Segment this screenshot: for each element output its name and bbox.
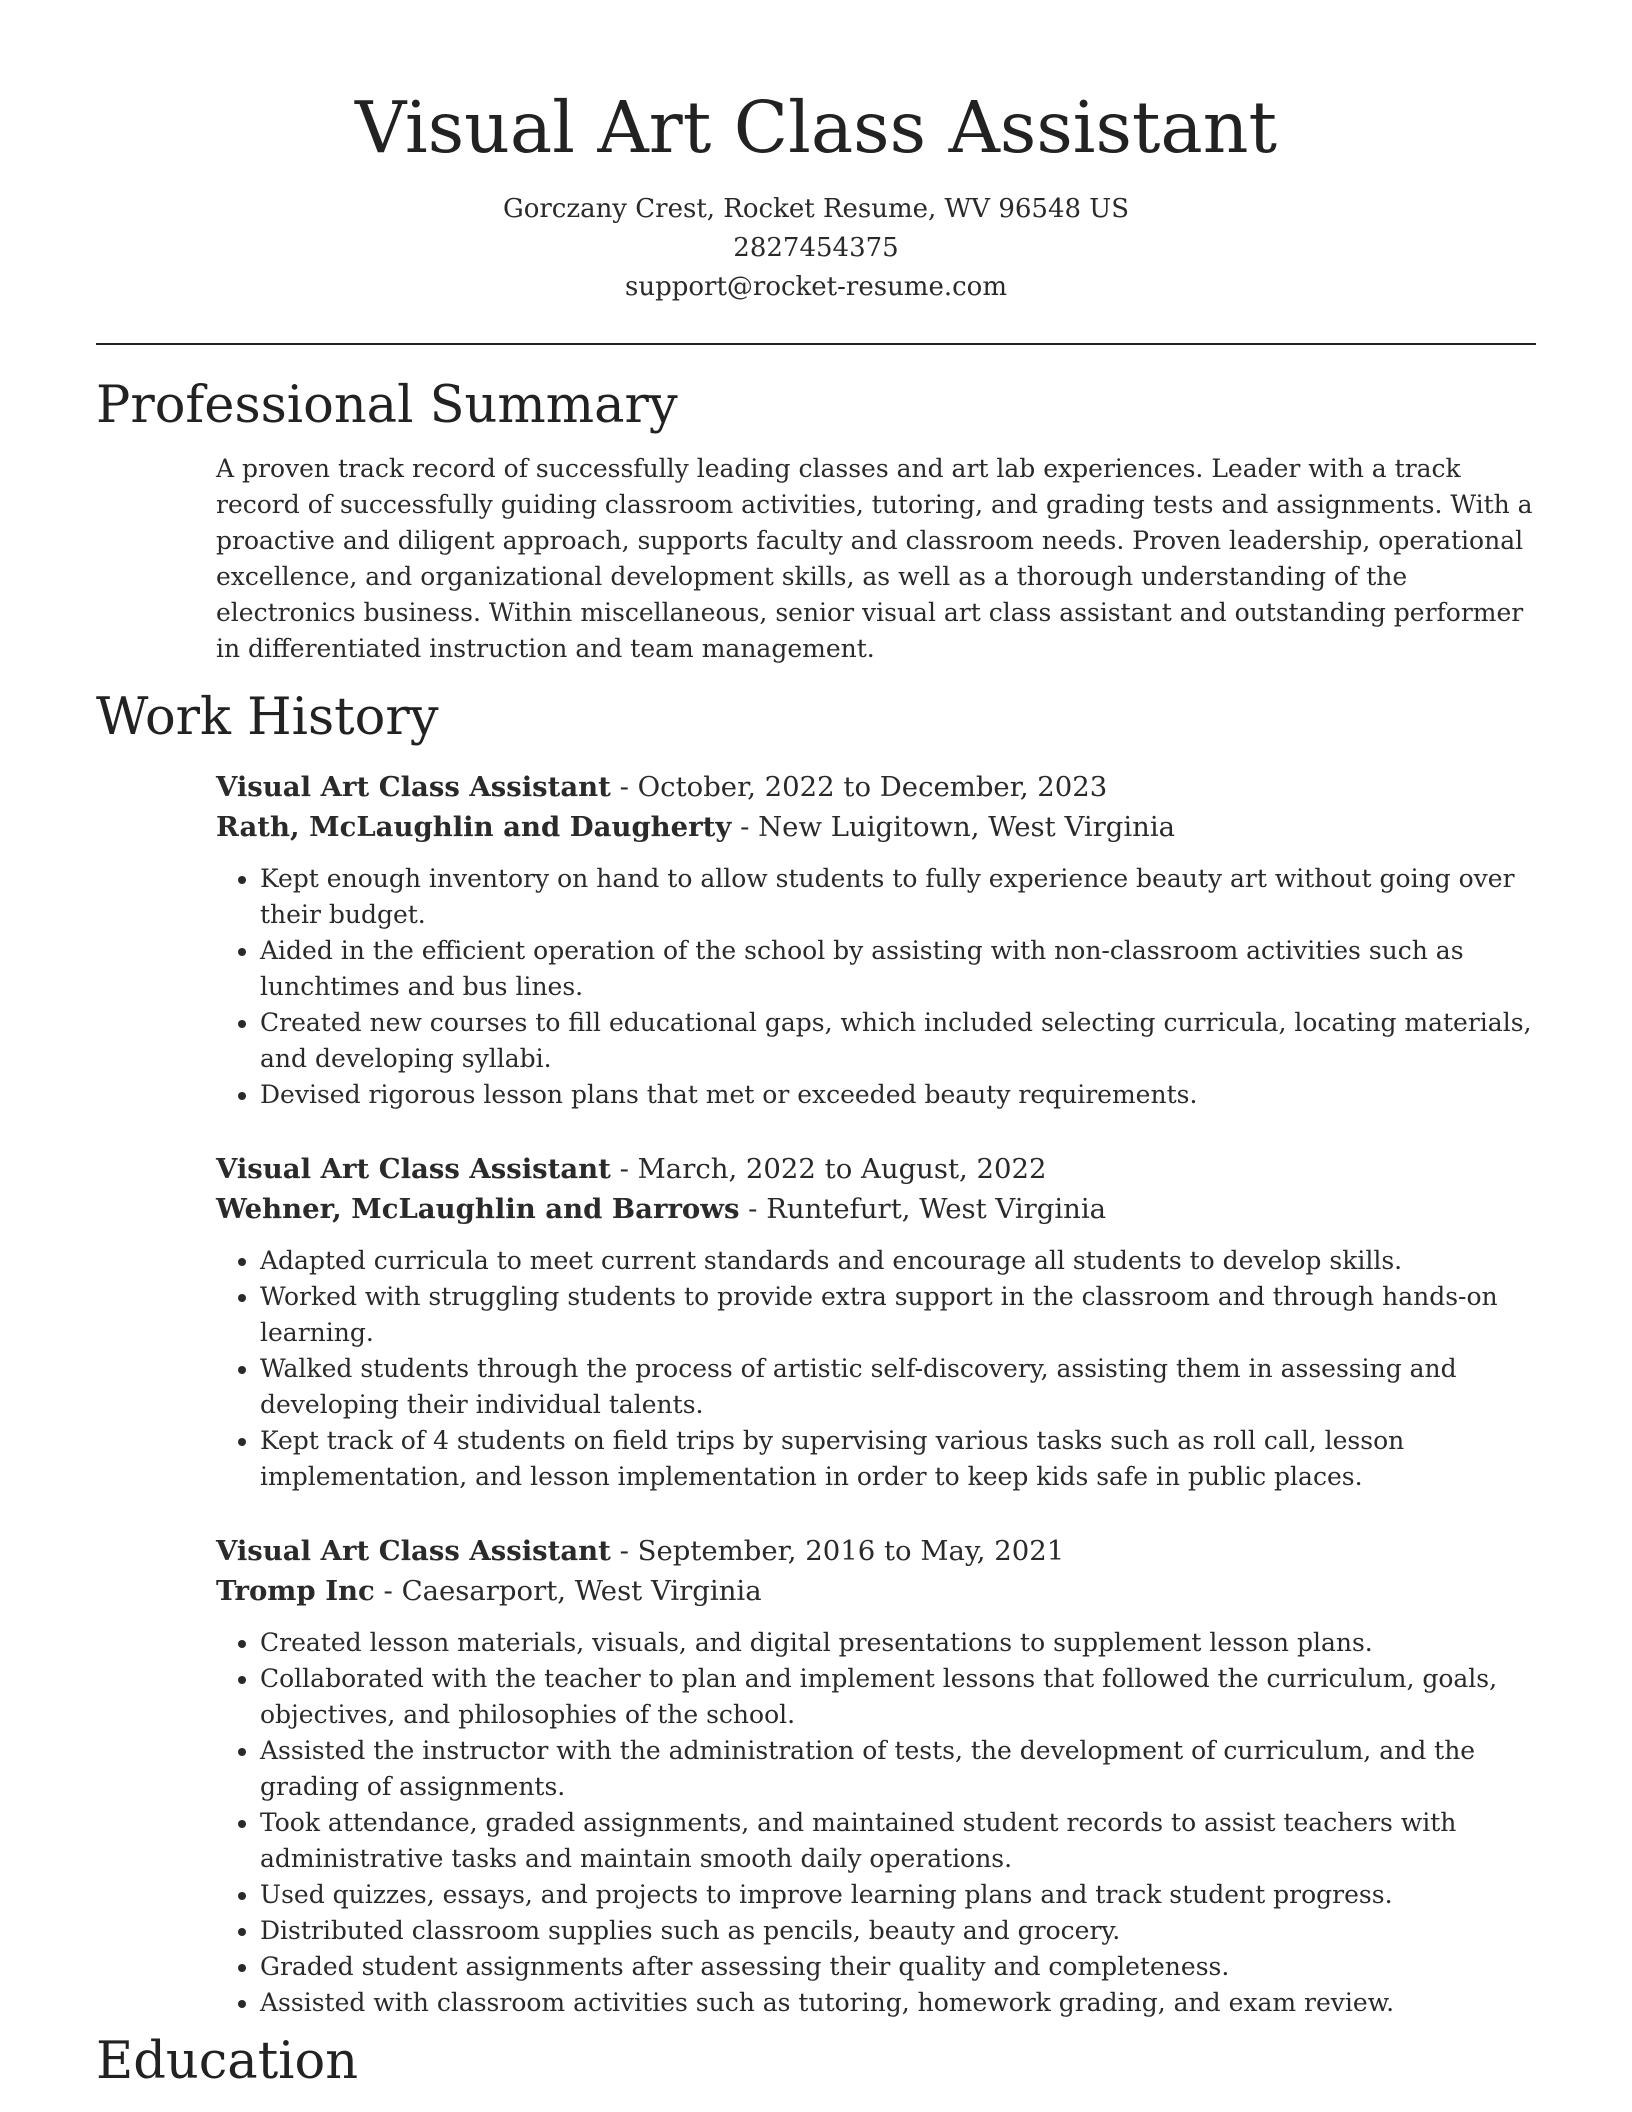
resume-page (96, 0, 1536, 2093)
job-company: Tromp Inc (216, 1575, 375, 1607)
bullet-item: • Graded student assignments after assessing their quality and completeness. (260, 1949, 1536, 1985)
bullet-item: • Created new courses to fill educational gaps, which included selecting curricula, locating materials, and developing syllabi. (260, 1005, 1536, 1077)
bullet-item: • Aided in the efficient operation of the school by assisting with non-classroom activities such as lunchtimes and bus lines. (260, 933, 1536, 1005)
education-heading: Education (96, 2032, 359, 2091)
summary-heading: Professional Summary (96, 376, 678, 435)
work-history-section (96, 687, 1536, 2021)
bullet-item: • Walked students through the process of artistic self-discovery, assisting them in assessing and developing their individual talents. (260, 1351, 1536, 1423)
bullet-item: • Worked with struggling students to provide extra support in the classroom and through hands-on learning. (260, 1279, 1536, 1351)
bullet-item: • Adapted curricula to meet current standards and encourage all students to develop skills. (260, 1243, 1536, 1279)
bullet-item: • Distributed classroom supplies such as pencils, beauty and grocery. (260, 1913, 1536, 1949)
job-title-line (216, 767, 1536, 807)
education-section (96, 2031, 1536, 2093)
work-history-heading: Work History (96, 688, 439, 747)
resume-title: Visual Art Class Assistant (354, 86, 1278, 169)
address: Gorczany Crest, Rocket Resume, WV 96548 US (502, 194, 1130, 224)
job-company: Wehner, McLaughlin and Barrows (216, 1193, 740, 1225)
job-title: Visual Art Class Assistant (216, 771, 611, 803)
job-company-line (216, 807, 1536, 847)
job-dates: - September, 2016 to May, 2021 (610, 1535, 1065, 1567)
bullet-item: • Devised rigorous lesson plans that met or exceeded beauty requirements. (260, 1077, 1536, 1113)
bullet-item: • Assisted the instructor with the administration of tests, the development of curriculum, and the grading of assignments. (260, 1733, 1536, 1805)
header-divider (96, 343, 1536, 345)
summary-section (96, 375, 1536, 667)
job-title-line (216, 1531, 1536, 1571)
job-bullets (216, 861, 1536, 1113)
job-location: - New Luigitown, West Virginia (731, 811, 1176, 843)
bullet-item: • Took attendance, graded assignments, and maintained student records to assist teachers with administrative tasks and maintain smooth daily operations. (260, 1805, 1536, 1877)
email: support@rocket-resume.com (624, 272, 1007, 302)
job-bullets (216, 1625, 1536, 2021)
bullet-item: • Kept enough inventory on hand to allow students to fully experience beauty art without going over their budget. (260, 861, 1536, 933)
job-company: Rath, McLaughlin and Daugherty (216, 811, 732, 843)
job-entry (216, 1149, 1536, 1495)
job-bullets (216, 1243, 1536, 1495)
job-title-line (216, 1149, 1536, 1189)
job-company-line (216, 1189, 1536, 1229)
job-company-line (216, 1571, 1536, 1611)
job-entry (216, 1531, 1536, 2021)
bullet-item: • Kept track of 4 students on field trips by supervising various tasks such as roll call, lesson implementation, and lesson implementation in order to keep kids safe in public places. (260, 1423, 1536, 1495)
contact-block (96, 190, 1536, 307)
job-title: Visual Art Class Assistant (216, 1153, 611, 1185)
bullet-item: • Assisted with classroom activities such as tutoring, homework grading, and exam review. (260, 1985, 1536, 2021)
job-title: Visual Art Class Assistant (216, 1535, 611, 1567)
bullet-item: • Collaborated with the teacher to plan and implement lessons that followed the curriculum, goals, objectives, and philosophies of the school. (260, 1661, 1536, 1733)
phone: 2827454375 (733, 233, 899, 263)
job-entry (216, 767, 1536, 1113)
job-location: - Runtefurt, West Virginia (739, 1193, 1107, 1225)
job-location: - Caesarport, West Virginia (374, 1575, 762, 1607)
job-dates: - March, 2022 to August, 2022 (610, 1153, 1047, 1185)
bullet-item: • Used quizzes, essays, and projects to improve learning plans and track student progress. (260, 1877, 1536, 1913)
job-dates: - October, 2022 to December, 2023 (610, 771, 1108, 803)
summary-text: A proven track record of successfully leading classes and art lab experiences. Leader with a track record of successfully guiding classroom activities, tutoring, and grading tests and assignments. With a proactive and diligent approach, supports faculty and classroom needs. Proven leadership, operational excellence, and organizational development skills, as well as a thorough understanding of the electronics business. Within miscellaneous, senior visual art class assistant and outstanding performer in differentiated instruction and team management. (216, 454, 1533, 663)
bullet-item: • Created lesson materials, visuals, and digital presentations to supplement lesson plans. (260, 1625, 1536, 1661)
